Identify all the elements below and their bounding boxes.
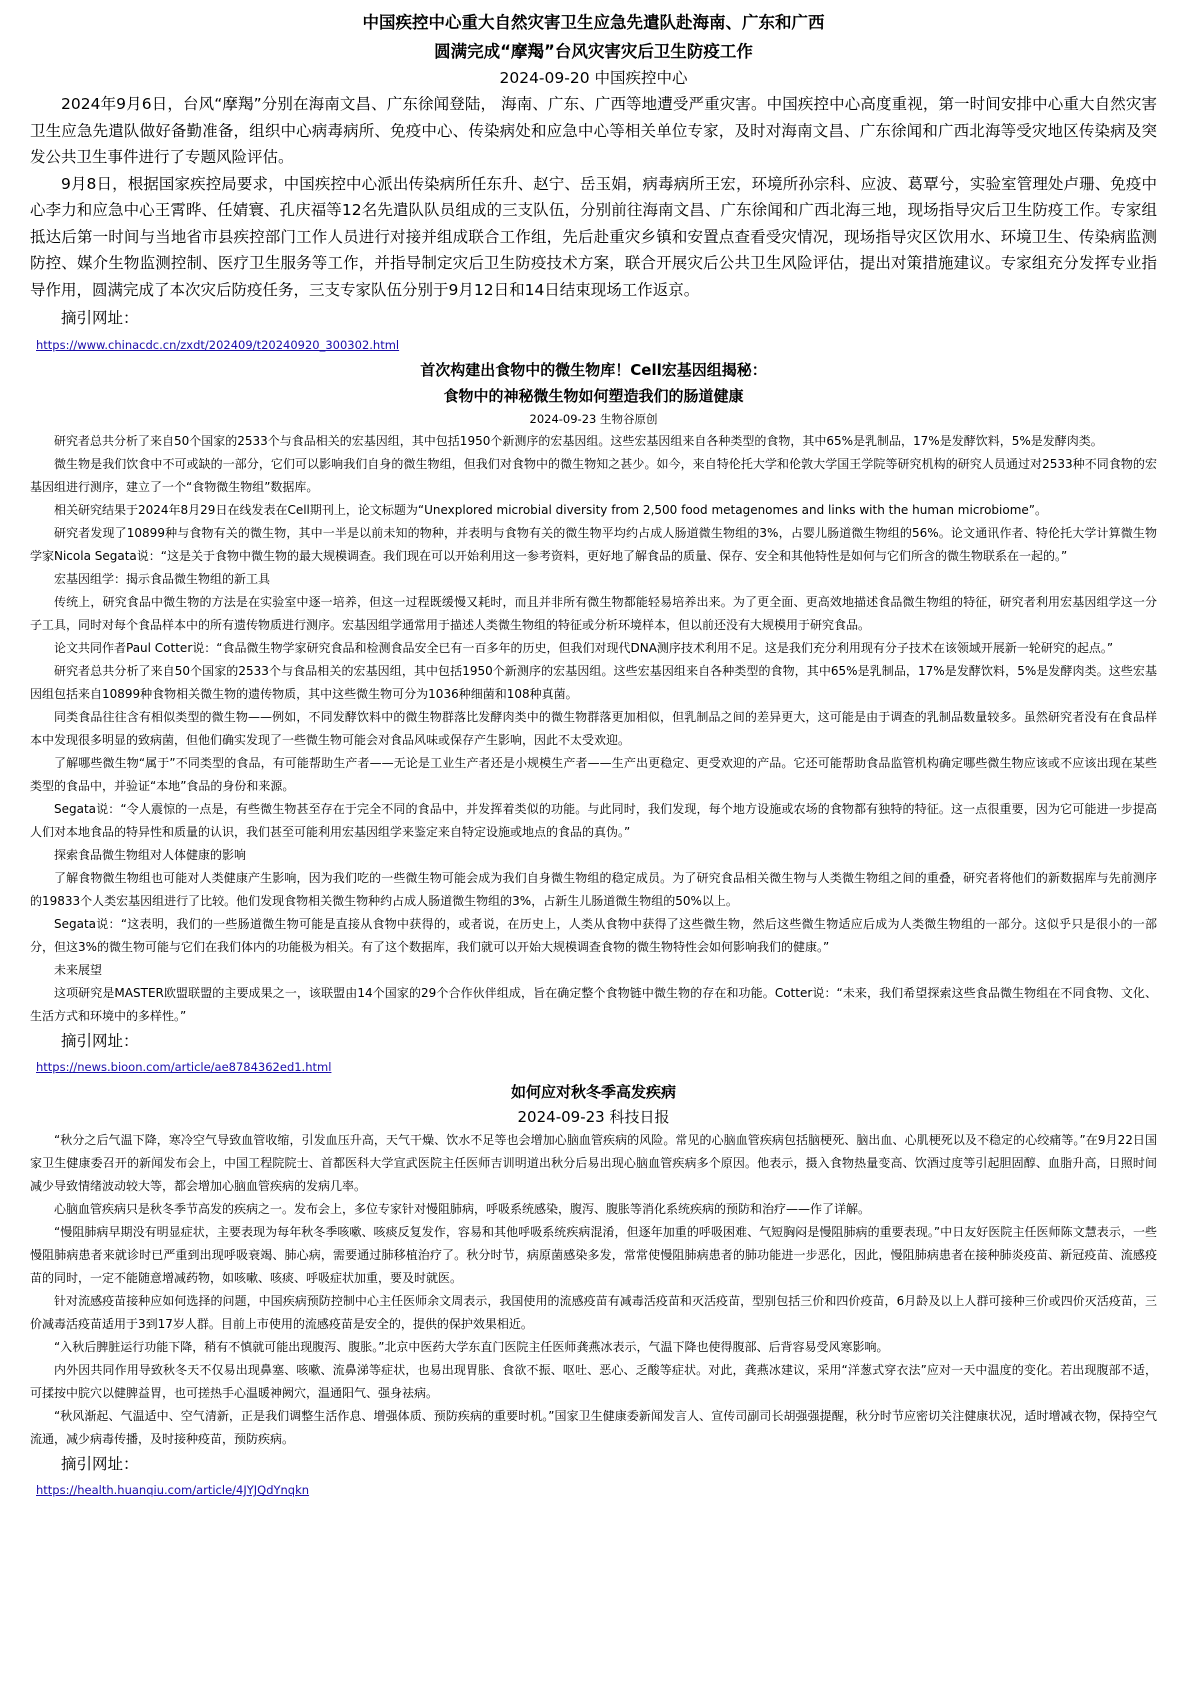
title-line: 圆满完成“摩羯”台风灾害灾后卫生防疫工作 (434, 42, 753, 61)
paragraph: 微生物是我们饮食中不可或缺的一部分，它们可以影响我们自身的微生物组，但我们对食物中的微生物知之甚少。如今，来自特伦托大学和伦敦大学国王学院等研究机构的研究人员通过对2533种不同食物的宏基因组进行测序，建立了一个“食物微生物组”数据库。 (30, 457, 1157, 494)
section-subheading: 未来展望 (54, 963, 103, 977)
title-line: 如何应对秋冬季高发疾病 (510, 1083, 676, 1101)
article-meta: 2024-09-23 科技日报 (517, 1108, 670, 1126)
paragraph: 研究者总共分析了来自50个国家的2533个与食品相关的宏基因组，其中包括1950个新测序的宏基因组。这些宏基因组来自各种类型的食物，其中65%是乳制品，17%是发酵饮料，5%是发酵肉类。 (54, 434, 1103, 448)
section-subheading: 宏基因组学：揭示食品微生物组的新工具 (54, 572, 271, 586)
source-link[interactable]: https://www.chinacdc.cn/zxdt/202409/t20240920_300302.html (36, 338, 400, 352)
source-link[interactable]: https://news.bioon.com/article/ae8784362ed1.html (36, 1060, 332, 1074)
paragraph: “秋分之后气温下降，寒冷空气导致血管收缩，引发血压升高，天气干燥、饮水不足等也会增加心脑血管疾病的风险。常见的心脑血管疾病包括脑梗死、脑出血、心肌梗死以及不稳定的心绞痛等。”在9月22日国家卫生健康委召开的新闻发布会上，中国工程院院士、首都医科大学宣武医院主任医师吉训明道出秋分后易出现心脑血管疾病多个原因。他表示，摄入食物热量变高、饮酒过度等引起胆固醇、血脂升高，日照时间减少导致情绪波动较大等，都会增加心脑血管疾病的发病几率。 (30, 1133, 1157, 1193)
paragraph: 研究者发现了10899种与食物有关的微生物，其中一半是以前未知的物种，并表明与食物有关的微生物平均约占成人肠道微生物组的3%，占婴儿肠道微生物组的56%。论文通讯作者、特伦托大学计算微生物学家Nicola Segata说：“这是关于食物中微生物的最大规模调查。我们现在可以开始利用这一参考资料，更好地了解食品的质量、保存、安全和其他特性是如何与它们所含的微生物联系在一起的。” (30, 526, 1157, 563)
paragraph: “入秋后脾脏运行功能下降，稍有不慎就可能出现腹泻、腹胀。”北京中医药大学东直门医院主任医师龚燕冰表示，气温下降也使得腹部、后背容易受风寒影响。 (54, 1340, 889, 1354)
paragraph: 同类食品往往含有相似类型的微生物——例如，不同发酵饮料中的微生物群落比发酵肉类中的微生物群落更加相似，但乳制品之间的差异更大，这可能是由于调查的乳制品数量较多。虽然研究者没有在食品样本中发现很多明显的致病菌，但他们确实发现了一些微生物可能会对食品风味或保存产生影响，因此不太受欢迎。 (30, 710, 1157, 747)
article-cdc-typhoon (30, 8, 1157, 355)
paragraph: 相关研究结果于2024年8月29日在线发表在Cell期刊上，论文标题为“Unexplored microbial diversity from 2,500 food metagenomes and links with the human microbiome”。 (54, 503, 1048, 517)
paragraph: Segata说：“令人震惊的一点是，有些微生物甚至存在于完全不同的食品中，并发挥着类似的功能。与此同时，我们发现，每个地方设施或农场的食物都有独特的特征。这一点很重要，因为它可能进一步提高人们对本地食品的特异性和质量的认识，我们甚至可能利用宏基因组学来鉴定来自特定设施或地点的食品的真伪。” (30, 802, 1157, 839)
article-meta: 2024-09-23 生物谷原创 (529, 412, 658, 426)
article-title (30, 1079, 1157, 1105)
title-line: 首次构建出食物中的微生物库！Cell宏基因组揭秘： (420, 361, 767, 379)
paragraph: “秋风渐起、气温适中、空气清新，正是我们调整生活作息、增强体质、预防疾病的重要时机。”国家卫生健康委新闻发言人、宣传司副司长胡强强提醒，秋分时节应密切关注健康状况，适时增减衣物，保持空气流通，减少病毒传播，及时接种疫苗，预防疾病。 (30, 1409, 1157, 1446)
paragraph: 研究者总共分析了来自50个国家的2533个与食品相关的宏基因组，其中包括1950个新测序的宏基因组。这些宏基因组来自各种类型的食物，其中65%是乳制品，17%是发酵饮料，5%是发酵肉类。这些宏基因组包括来自10899种食物相关微生物的遗传物质，其中这些微生物可分为1036种细菌和108种真菌。 (30, 664, 1157, 701)
paragraph: 2024年9月6日，台风“摩羯”分别在海南文昌、广东徐闻登陆， 海南、广东、广西等地遭受严重灾害。中国疾控中心高度重视，第一时间安排中心重大自然灾害卫生应急先遣队做好备勤准备，组织中心病毒病所、免疫中心、传染病处和应急中心等相关单位专家，及时对海南文昌、广东徐闻和广西北海等受灾地区传染病及突发公共卫生事件进行了专题风险评估。 (30, 95, 1157, 166)
paragraph: Segata说：“这表明，我们的一些肠道微生物可能是直接从食物中获得的，或者说，在历史上，人类从食物中获得了这些微生物，然后这些微生物适应后成为人类微生物组的一部分。这似乎只是很小的一部分，但这3%的微生物可能与它们在我们体内的功能极为相关。有了这个数据库，我们就可以开始大规模调查食物的微生物特性会如何影响我们的健康。” (30, 917, 1157, 954)
cite-label: 摘引网址： (61, 1032, 139, 1050)
article-title (30, 357, 1157, 409)
paragraph: 心脑血管疾病只是秋冬季节高发的疾病之一。发布会上，多位专家针对慢阻肺病，呼吸系统感染，腹泻、腹胀等消化系统疾病的预防和治疗——作了详解。 (54, 1202, 871, 1216)
article-title (30, 8, 1157, 66)
paragraph: “慢阻肺病早期没有明显症状，主要表现为每年秋冬季咳嗽、咳痰反复发作，容易和其他呼吸系统疾病混淆，但逐年加重的呼吸困难、气短胸闷是慢阻肺病的重要表现。”中日友好医院主任医师陈文慧表示，一些慢阻肺病患者来就诊时已严重到出现呼吸衰竭、肺心病，需要通过肺移植治疗了。秋分时节，病原菌感染多发，常常使慢阻肺病患者的肺功能进一步恶化，因此，慢阻肺病患者在接种肺炎疫苗、新冠疫苗、流感疫苗的同时，一定不能随意增减药物，如咳嗽、咳痰、呼吸症状加重，要及时就医。 (30, 1225, 1157, 1285)
source-link[interactable]: https://health.huanqiu.com/article/4JYJQdYnqkn (36, 1483, 310, 1497)
paragraph: 9月8日，根据国家疾控局要求，中国疾控中心派出传染病所任东升、赵宁、岳玉娟，病毒病所王宏，环境所孙宗科、应波、葛覃兮，实验室管理处卢珊、免疫中心李力和应急中心王霄晔、任婧寰、孔庆福等12名先遣队队员组成的三支队伍，分别前往海南文昌、广东徐闻和广西北海三地，现场指导灾后卫生防疫工作。专家组抵达后第一时间与当地省市县疾控部门工作人员进行对接并组成联合工作组，先后赴重灾乡镇和安置点查看受灾情况，现场指导灾区饮用水、环境卫生、传染病监测防控、媒介生物监测控制、医疗卫生服务等工作，并指导制定灾后卫生防疫技术方案，联合开展灾后公共卫生风险评估，提出对策措施建议。专家组充分发挥专业指导作用，圆满完成了本次灾后防疫任务，三支专家队伍分别于9月12日和14日结束现场工作返京。 (30, 174, 1157, 299)
title-line: 食物中的神秘微生物如何塑造我们的肠道健康 (443, 387, 744, 405)
paragraph: 论文共同作者Paul Cotter说：“食品微生物学家研究食品和检测食品安全已有一百多年的历史，但我们对现代DNA测序技术利用不足。这是我们充分利用现有分子技术在该领域开展新一轮研究的起点。” (54, 641, 1114, 655)
cite-label: 摘引网址： (61, 1455, 139, 1473)
paragraph: 了解哪些微生物“属于”不同类型的食品，有可能帮助生产者——无论是工业生产者还是小规模生产者——生产出更稳定、更受欢迎的产品。它还可能帮助食品监管机构确定哪些微生物应该或不应该出现在某些类型的食品中，并验证“本地”食品的身份和来源。 (30, 756, 1157, 793)
article-food-microbiome (30, 357, 1157, 1077)
paragraph: 内外因共同作用导致秋冬天不仅易出现鼻塞、咳嗽、流鼻涕等症状，也易出现胃胀、食欲不振、呕吐、恶心、乏酸等症状。对此，龚燕冰建议，采用“洋葱式穿衣法”应对一天中温度的变化。若出现腹部不适，可揉按中脘穴以健脾益胃，也可搓热手心温暖神阙穴，温通阳气、强身祛病。 (30, 1363, 1157, 1400)
title-line: 中国疾控中心重大自然灾害卫生应急先遣队赴海南、广东和广西 (362, 13, 825, 32)
cite-label: 摘引网址： (61, 309, 139, 327)
article-meta: 2024-09-20 中国疾控中心 (499, 69, 688, 87)
article-autumn-diseases (30, 1079, 1157, 1500)
section-subheading: 探索食品微生物组对人体健康的影响 (54, 848, 247, 862)
paragraph: 了解食物微生物组也可能对人类健康产生影响，因为我们吃的一些微生物可能会成为我们自身微生物组的稳定成员。为了研究食品相关微生物与人类微生物组之间的重叠，研究者将他们的新数据库与先前测序的19833个人类宏基因组进行了比较。他们发现食物相关微生物种约占成人肠道微生物组的3%，占新生儿肠道微生物组的50%以上。 (30, 871, 1157, 908)
paragraph: 传统上，研究食品中微生物的方法是在实验室中逐一培养，但这一过程既缓慢又耗时，而且并非所有微生物都能轻易培养出来。为了更全面、更高效地描述食品微生物组的特征，研究者利用宏基因组学这一分子工具，同时对每个食品样本中的所有遗传物质进行测序。宏基因组学通常用于描述人类微生物组的特征或分析环境样本，但以前还没有大规模用于研究食品。 (30, 595, 1157, 632)
paragraph: 这项研究是MASTER欧盟联盟的主要成果之一，该联盟由14个国家的29个合作伙伴组成，旨在确定整个食物链中微生物的存在和功能。Cotter说：“未来，我们希望探索这些食品微生物组在不同食物、文化、生活方式和环境中的多样性。” (30, 986, 1157, 1023)
paragraph: 针对流感疫苗接种应如何选择的问题，中国疾病预防控制中心主任医师余文周表示，我国使用的流感疫苗有减毒活疫苗和灭活疫苗，型别包括三价和四价疫苗，6月龄及以上人群可接种三价或四价灭活疫苗，三价减毒活疫苗适用于3到17岁人群。目前上市使用的流感疫苗是安全的，提供的保护效果相近。 (30, 1294, 1157, 1331)
